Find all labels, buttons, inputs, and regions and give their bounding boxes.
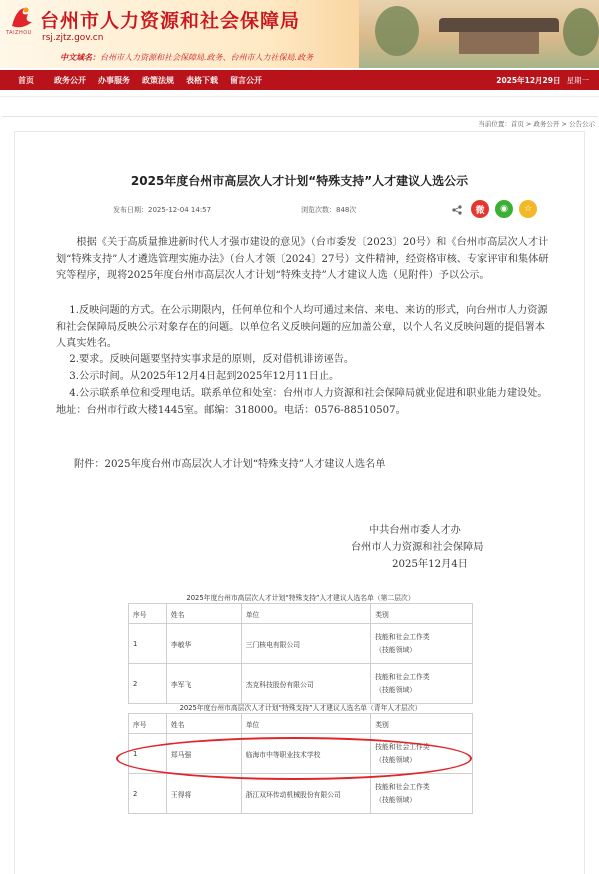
nav-item-policies[interactable]: 政策法规 — [142, 75, 174, 85]
header-pavilion — [439, 18, 559, 32]
header-pavilion — [459, 32, 539, 54]
favorite-icon[interactable]: ☆ — [519, 200, 537, 218]
table-caption: 2025年度台州市高层次人才计划“特殊支持”人才建议人选名单（青年人才层次） — [179, 704, 422, 712]
signature-org2: 台州市人力资源和社会保障局 — [351, 542, 484, 553]
highlight-circle — [116, 737, 472, 780]
nav-item-services[interactable]: 办事服务 — [98, 75, 130, 85]
category-sub: （技能领域） — [375, 755, 417, 764]
cell-name: 李军飞 — [166, 664, 241, 704]
signature-date: 2025年12月4日 — [392, 559, 468, 570]
attachment-link[interactable]: 附件：2025年度台州市高层次人才计划“特殊支持”人才建议人选名单 — [74, 459, 386, 470]
share-icon[interactable] — [452, 205, 462, 215]
wechat-icon[interactable]: ◉ — [495, 200, 513, 218]
page-title: 2025年度台州市高层次人才计划“特殊支持”人才建议人选公示 — [130, 174, 469, 188]
nav-item-gov-open[interactable]: 政务公开 — [54, 75, 86, 85]
col-header-no: 序号 — [129, 604, 167, 624]
cell-no: 1 — [129, 624, 167, 664]
domains-value: 台州市人力资源和社会保障局.政务、台州市人力社保局.政务 — [100, 53, 314, 62]
category-sub: （技能领域） — [375, 795, 417, 804]
table-header-row — [129, 714, 473, 734]
paragraph-period: 3.公示时间。从2025年12月4日起到2025年12月11日止。 — [69, 371, 340, 382]
divider — [0, 96, 599, 97]
weibo-icon[interactable]: 微 — [471, 200, 489, 218]
cell-unit: 三门核电有限公司 — [241, 624, 371, 664]
view-count: 浏览次数：848次 — [301, 206, 357, 214]
logo-subtext: TAIZHOU — [6, 30, 32, 36]
breadcrumb[interactable]: 当前位置：首页 > 政务公开 > 公告公示 — [2, 116, 598, 130]
col-header-name: 姓名 — [166, 714, 241, 734]
main-nav — [0, 70, 599, 90]
cell-category — [371, 624, 473, 664]
table-row — [129, 624, 473, 664]
domains-label: 中文域名： — [60, 53, 100, 62]
nav-item-messages[interactable]: 留言公开 — [230, 75, 262, 85]
cell-no: 2 — [129, 664, 167, 704]
col-header-unit: 单位 — [241, 604, 371, 624]
col-header-no: 序号 — [129, 714, 167, 734]
signature-org1: 中共台州市委人才办 — [369, 525, 461, 536]
category-sub: （技能领域） — [375, 685, 417, 694]
weekday-text: 星期一 — [566, 76, 589, 85]
nav-item-forms[interactable]: 表格下载 — [186, 75, 218, 85]
category-main: 技能和社会工作类 — [375, 742, 430, 751]
paragraph-method: 1.反映问题的方式。在公示期限内，任何单位和个人均可通过来信、来电、来访的形式，向台州市人力资源和社会保障局反映公示对象存在的问题。以单位名义反映问题的应加盖公章，以个人名义反映问题的提倡署本人真实姓名。 — [56, 305, 548, 349]
cell-category — [371, 664, 473, 704]
col-header-unit: 单位 — [241, 714, 371, 734]
paragraph-intro: 根据《关于高质量推进新时代人才强市建设的意见》（台市委发〔2023〕20号）和《台州市高层次人才计划“特殊支持”人才遴选管理实施办法》（台人才领〔2024〕27号）文件精神，经资格审核、专家评审和集体研究等程序，现将2025年度台州市高层次人才计划“特殊支持”人才建议人选（见附件）予以公示。 — [56, 237, 549, 281]
table-row — [129, 664, 473, 704]
col-header-category: 类别 — [371, 714, 473, 734]
category-main: 技能和社会工作类 — [375, 782, 430, 791]
cell-no: 1 — [129, 734, 167, 774]
paragraph-requirement: 2.要求。反映问题要坚持实事求是的原则，反对借机诽谤诬告。 — [69, 354, 355, 365]
cell-name: 李敏华 — [166, 624, 241, 664]
cell-unit: 杰克科技股份有限公司 — [241, 664, 371, 704]
col-header-category: 类别 — [371, 604, 473, 624]
nav-item-home[interactable]: 首页 — [18, 75, 34, 85]
cell-no: 2 — [129, 774, 167, 814]
cell-unit: 临海市中等职业技术学校 — [241, 734, 371, 774]
cell-unit: 浙江双环传动机械股份有限公司 — [241, 774, 371, 814]
cell-category — [371, 774, 473, 814]
site-url: rsj.zjtz.gov.cn — [42, 33, 104, 43]
paragraph-contact: 4.公示联系单位和受理电话。联系单位和处室：台州市人力资源和社会保障局就业促进和职业能力建设处。地址：台州市行政大楼1445室。邮编：318000。电话：0576-88510507。 — [56, 388, 548, 416]
header-tree — [563, 8, 599, 56]
chinese-domains — [60, 52, 313, 63]
header-tree — [375, 6, 419, 56]
date-text: 2025年12月29日 — [496, 76, 561, 85]
site-header — [0, 0, 599, 68]
logo-icon[interactable] — [8, 4, 36, 30]
site-title[interactable]: 台州市人力资源和社会保障局 — [40, 10, 301, 32]
table-header-row — [129, 604, 473, 624]
candidate-table-level2 — [128, 603, 473, 704]
cell-name: 王得将 — [166, 774, 241, 814]
category-sub: （技能领域） — [375, 645, 417, 654]
col-header-name: 姓名 — [166, 604, 241, 624]
table-caption: 2025年度台州市高层次人才计划“特殊支持”人才建议人选名单（第二层次） — [186, 594, 415, 602]
category-main: 技能和社会工作类 — [375, 632, 430, 641]
current-date — [496, 75, 589, 86]
cell-name: 郑马强 — [166, 734, 241, 774]
publish-date: 发布日期：2025-12-04 14:57 — [113, 206, 212, 214]
category-main: 技能和社会工作类 — [375, 672, 430, 681]
